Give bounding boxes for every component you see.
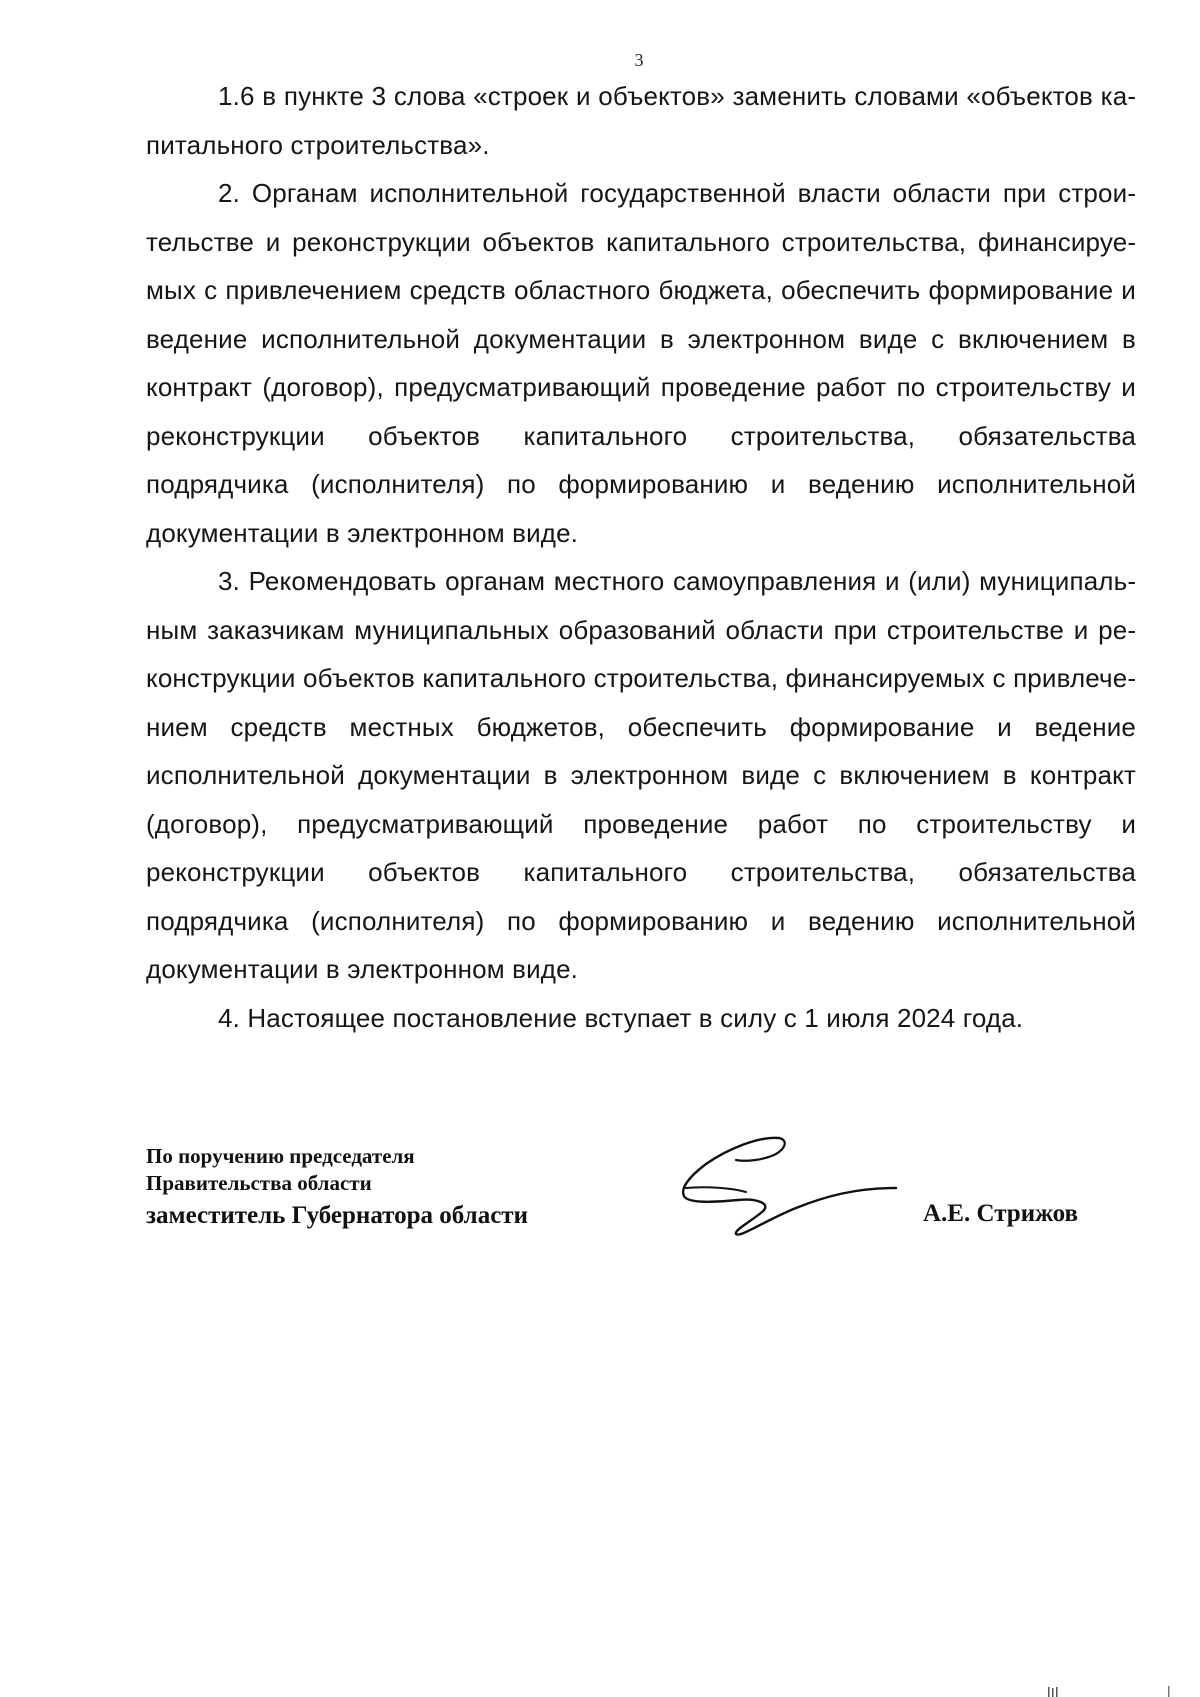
signatory-title-line-3: заместитель Губернатора области xyxy=(146,1202,528,1229)
paragraph-3: 3. Рекомендовать органам местного самоуправления и (или) муниципальным заказчикам муниципальных образований области при строительстве и реконструкции объектов капитального строительства, финансируемых с привлечением средств местных бюджетов, обеспечить формирование и ведение исполнительной документации в электронном виде с включением в контракт (договор), предусматривающий проведение работ по строительству и реконструкции объектов капитального строительства, обязательства подрядчика (исполнителя) по формированию и ведению исполнительной документации в электронном виде. xyxy=(146,566,1136,984)
signatory-title-line-2: Правительства области xyxy=(146,1171,372,1195)
signatory-title-block xyxy=(146,1143,528,1233)
paragraph-2: 2. Органам исполнительной государственной власти области при строительстве и реконструкции объектов капитального строительства, финансируемых с привлечением средств областного бюджета, обеспечить формирование и ведение исполнительной документации в электронном виде с включением в контракт (договор), предусматривающий проведение работ по строительству и реконструкции объектов капитального строительства, обязательства подрядчика (исполнителя) по формированию и ведению исполнительной документации в электронном виде. xyxy=(146,178,1136,548)
document-body xyxy=(146,72,1136,1042)
scan-edge-marks xyxy=(1040,1685,1180,1697)
signatory-title-line-1: По поручению председателя xyxy=(146,1144,415,1168)
page-number: 3 xyxy=(634,50,644,70)
handwritten-signature xyxy=(676,1130,916,1240)
signer-name: А.Е. Стрижов xyxy=(923,1200,1078,1227)
paragraph-4: 4. Настоящее постановление вступает в силу с 1 июля 2024 года. xyxy=(218,1002,1024,1033)
paragraph-1-6: 1.6 в пункте 3 слова «строек и объектов» заменить словами «объектов капитального строительства». xyxy=(146,81,1136,160)
